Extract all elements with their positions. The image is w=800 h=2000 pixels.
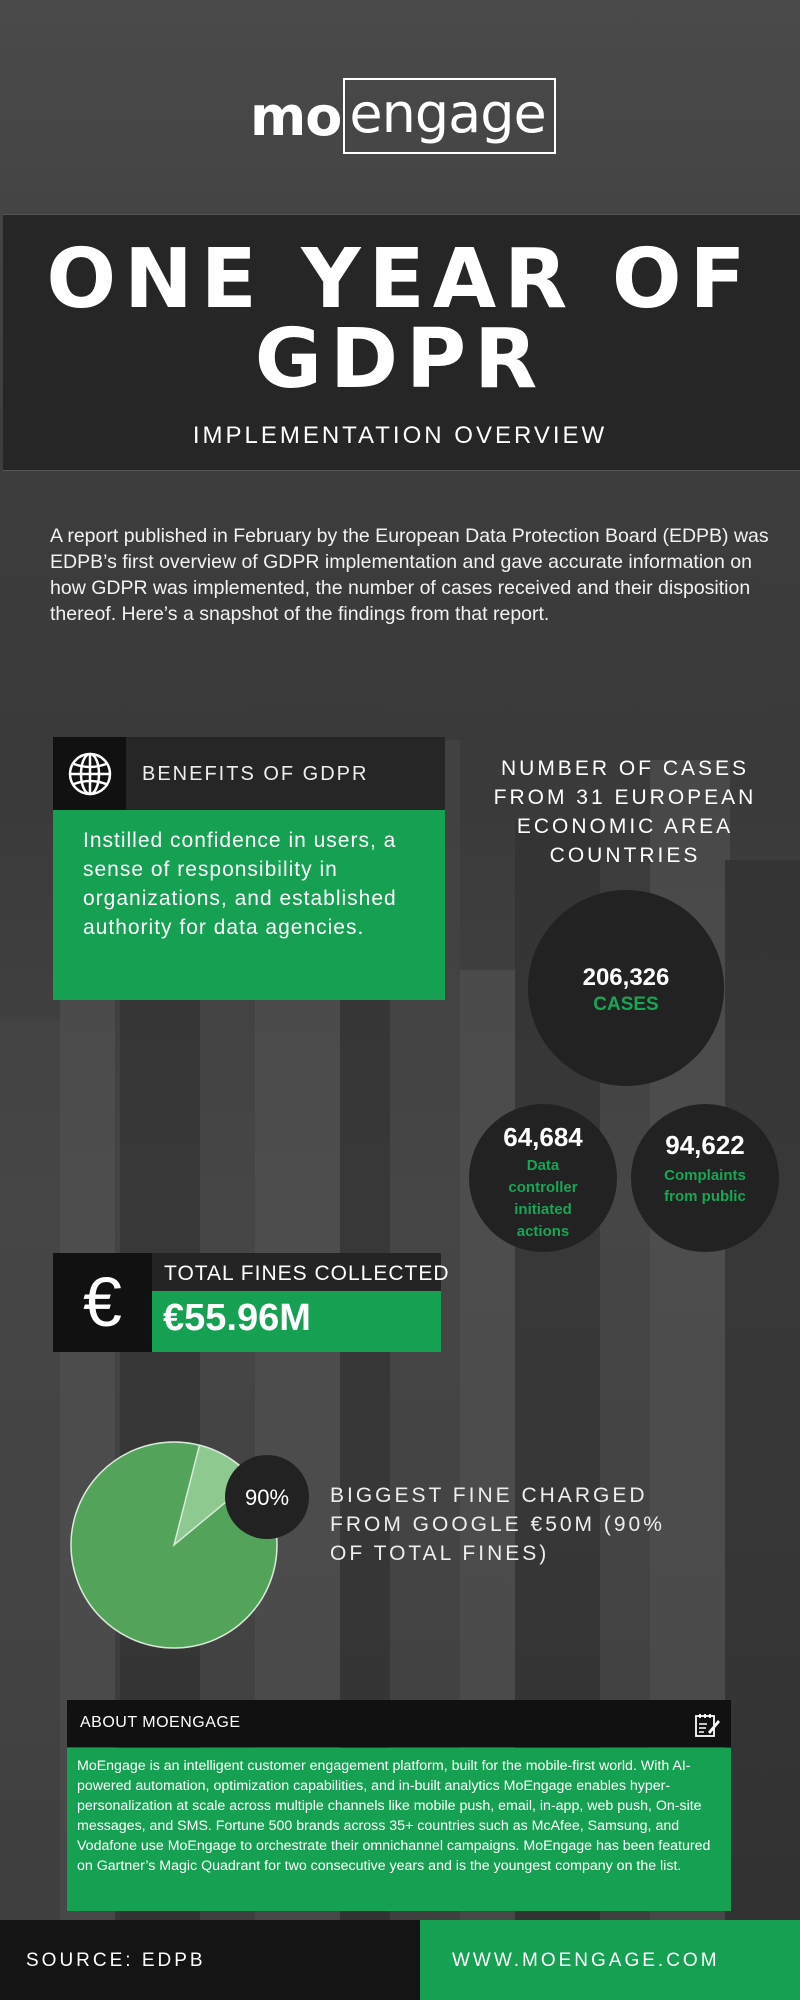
fine-share-pie	[60, 1430, 320, 1660]
logo-text-engage: engage	[343, 78, 555, 154]
intro-paragraph: A report published in February by the European Data Protection Board (EDPB) was EDPB’s first overview of GDPR implementation and gave accurate information on how GDPR was implemented, the number of cases received and their disposition thereof. Here’s a snapshot of the findings from that report.	[50, 525, 769, 625]
benefits-title: BENEFITS OF GDPR	[142, 763, 369, 785]
complaints-circle	[631, 1104, 779, 1252]
benefits-text: Instilled confidence in users, a sense of responsibility in organizations, and established authority for data agencies.	[83, 829, 397, 939]
about-text: MoEngage is an intelligent customer engagement platform, built for the mobile-first world. With AI-powered automation, optimization capabilities, and in-built analytics MoEngage enables hyper-personalization at scale across multiple channels like mobile push, email, in-app, web push, On-site messages, and SMS. Fortune 500 brands across 35+ countries such as McAfee, Samsung, and Vodafone use MoEngage to orchestrate their omnichannel campaigns. MoEngage has been featured on Gartner’s Magic Quadrant for two consecutive years and is the youngest company on the list.	[77, 1758, 711, 1874]
controller-actions-circle	[469, 1104, 617, 1252]
about-title: ABOUT MOENGAGE	[80, 1714, 241, 1731]
page-title	[0, 232, 800, 407]
cases-total-circle	[528, 890, 724, 1086]
biggest-fine-text: BIGGEST FINE CHARGED FROM GOOGLE €50M (90% OF TOTAL FINES)	[330, 1484, 665, 1565]
logo-text-mo: mo	[250, 84, 342, 148]
title-line-1: ONE YEAR OF	[46, 232, 754, 327]
footer-source: SOURCE: EDPB	[26, 1950, 206, 1971]
page-subtitle: IMPLEMENTATION OVERVIEW	[192, 422, 608, 449]
fines-value: €55.96M	[163, 1297, 311, 1339]
globe-icon	[67, 751, 113, 797]
complaints-label: Complaints from public	[664, 1167, 746, 1205]
cases-total-value: 206,326	[582, 964, 670, 991]
benefits-icon-box	[53, 737, 126, 810]
moengage-logo	[250, 78, 556, 154]
fines-label: TOTAL FINES COLLECTED	[164, 1262, 450, 1285]
cases-heading: NUMBER OF CASES FROM 31 EUROPEAN ECONOMIC AREA COUNTRIES	[493, 757, 757, 867]
euro-icon: €	[53, 1253, 152, 1352]
pie-percent-label: 90%	[244, 1485, 290, 1510]
controller-actions-value: 64,684	[503, 1122, 583, 1152]
title-line-2: GDPR	[254, 312, 546, 407]
notepad-edit-icon	[693, 1711, 721, 1739]
complaints-value: 94,622	[665, 1130, 745, 1160]
footer-website-link[interactable]: WWW.MOENGAGE.COM	[452, 1950, 720, 1971]
cases-total-label: CASES	[593, 994, 659, 1015]
controller-actions-label: Data controller initiated actions	[508, 1157, 578, 1240]
